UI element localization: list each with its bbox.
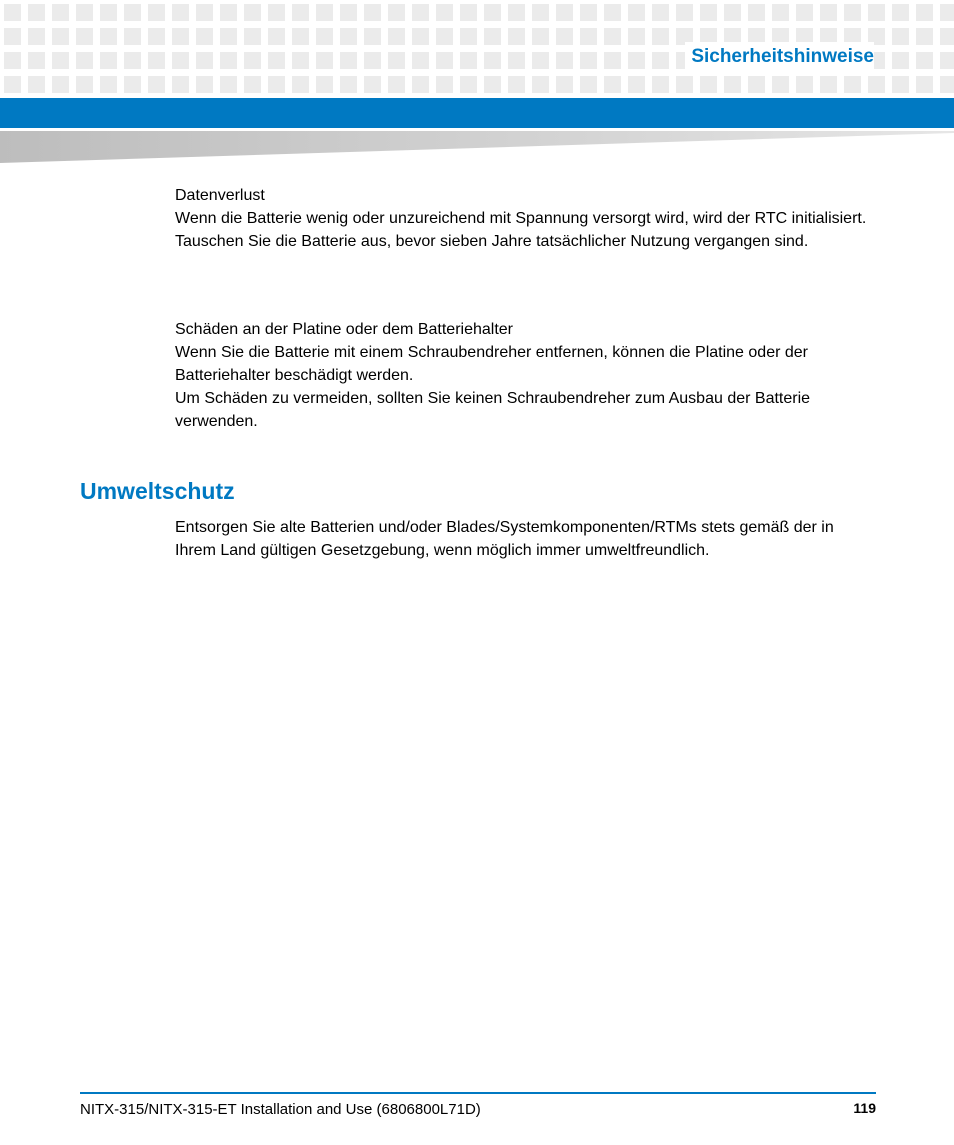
notice-title: Datenverlust xyxy=(175,187,265,204)
notice-paragraph: Wenn Sie die Batterie mit einem Schraubendreher entfernen, können die Platine oder der Batteriehalter beschädigt werden. xyxy=(175,344,808,384)
header-blue-band xyxy=(0,98,954,128)
notice-paragraph: Wenn die Batterie wenig oder unzureichend mit Spannung versorgt wird, wird der RTC initialisiert. xyxy=(175,210,867,227)
section-paragraph: Entsorgen Sie alte Batterien und/oder Blades/Systemkomponenten/RTMs stets gemäß der in Ihrem Land gültigen Gesetzgebung, wenn möglich immer umweltfreundlich. xyxy=(175,519,834,559)
notice-paragraph: Um Schäden zu vermeiden, sollten Sie keinen Schraubendreher zum Ausbau der Batterie verwenden. xyxy=(175,390,811,430)
section-heading-environment: Umweltschutz xyxy=(80,478,235,504)
notice-title: Schäden an der Platine oder dem Batteriehalter xyxy=(175,321,513,338)
footer-rule xyxy=(80,1092,876,1094)
header-gray-wedge xyxy=(0,131,954,163)
footer-page-number: 119 xyxy=(853,1100,876,1116)
notice-board-damage xyxy=(175,318,875,433)
notice-data-loss xyxy=(175,184,875,253)
footer-document-title: NITX-315/NITX-315-ET Installation and Use (6806800L71D) xyxy=(80,1101,481,1118)
section-body-environment xyxy=(175,516,875,562)
notice-paragraph: Tauschen Sie die Batterie aus, bevor sieben Jahre tatsächlicher Nutzung vergangen sind. xyxy=(175,233,809,250)
chapter-title: Sicherheitshinweise xyxy=(685,42,874,72)
